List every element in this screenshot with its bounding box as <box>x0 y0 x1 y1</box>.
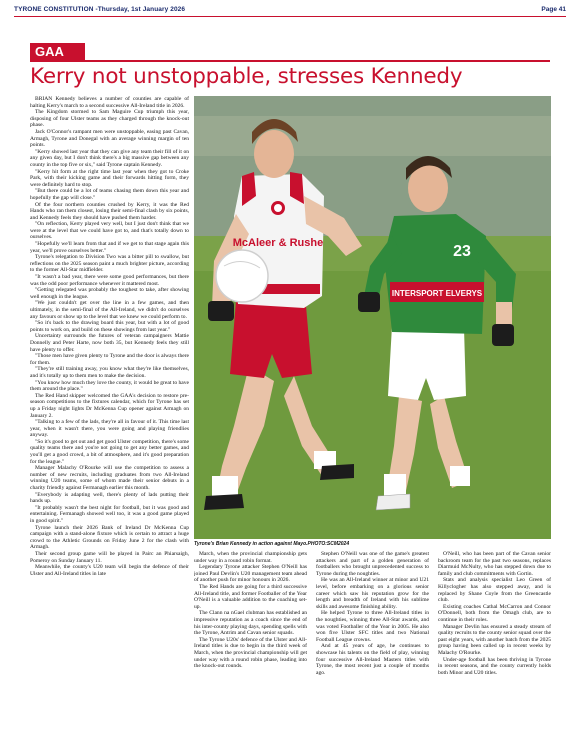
article-column-bottom-2 <box>316 551 429 727</box>
paragraph: Tyrone's relegation to Division Two was a bitter pill to swallow, but reflections on the 2025 season paint a much brighter picture, according to the former All-Star midfielder. <box>30 254 189 274</box>
paragraph: Jack O'Connor's rampant men were unstoppable, easing past Cavan, Armagh, Tyrone and Donegal with an average winning margin of ten points. <box>30 128 189 149</box>
article-photo <box>194 96 551 539</box>
paragraph: "Getting relegated was probably the toughest to take, after showing well enough in the league. <box>30 287 189 300</box>
article-column-bottom-1 <box>194 551 307 727</box>
paragraph: "Kerry showed last year that they can give any team their fill of it on any given day, but I don't think there's a big massive gap between any county in the top five or six," said Tyrone captain Kennedy. <box>30 148 189 168</box>
mayo-jersey-number: 23 <box>453 243 471 260</box>
paragraph: "It wasn't a bad year, there were some good performances, but there was the odd poor performance whenever it mattered most. <box>30 274 189 287</box>
paragraph: "But there could be a lot of teams chasing them down this year and hopefully the gap will close." <box>30 188 189 201</box>
football <box>216 250 268 302</box>
paragraph: "So it's back to the drawing board this year, but with a lot of good points to work on, and build on these showings from last year." <box>30 320 189 333</box>
masthead <box>14 2 566 17</box>
paragraph: "They're still training away, you know what they're like themselves, and it's totally up to them men to make the decision. <box>30 366 189 379</box>
paragraph: The Kingdom stormed to Sam Maguire Cup triumph this year, disposing of four Ulster teams as they charged through the knock-out phase. <box>30 109 189 129</box>
tyrone-sponsor: McAleer & Rushe <box>232 237 324 249</box>
paragraph: "Kerry hit form at the right time last year when they got to Croke Park, with their kicking game and their forwards hitting form, they were definitely hard to stop. <box>30 168 189 188</box>
paragraph: Stats and analysis specialist Leo Green of Killyclogher has also stepped away, and is replaced by Shane Coyle from the Greencastle club. <box>438 577 551 604</box>
article-column-bottom-3 <box>438 551 551 727</box>
paragraph: Of the four northern counties crushed by Kerry, it was the Red Hands who ran them closest, losing their semi-final clash by six points, and Kennedy feels they should have pushed them harder. <box>30 201 189 221</box>
publication-line: TYRONE CONSTITUTION -Thursday, 1st January 2026 <box>14 5 186 13</box>
photo-caption: Tyrone's Brian Kennedy in action against Mayo.PHOTO:SCM2024 <box>194 541 350 547</box>
article-columns-bottom <box>194 551 551 727</box>
paragraph: Existing coaches Cathal McCarron and Connor O'Donnell, both from the Omagh club, are to continue in their roles. <box>438 603 551 623</box>
match-photo-illustration <box>194 96 551 539</box>
page-number: Page 41 <box>541 5 566 13</box>
paragraph: Stephen O'Neill was one of the game's greatest attackers and part of a golden generation of footballers who brought unprecedented success to Tyrone during the noughties. <box>316 551 429 577</box>
paragraph: Manager Malachy O'Rourke will use the competition to assess a number of new recruits, including graduates from two All-Ireland winning U20 teams, some of whom made their senior debuts in a charity friendly against Fermanagh earlier this month. <box>30 465 189 492</box>
paragraph: He was an All-Ireland winner at minor and U21 level, before embarking on a glorious senior career which saw his reputation grow for the length and breadth of Ireland with his sublime skills and awesome finishing ability. <box>316 577 429 610</box>
paragraph: The Red Hand skipper welcomed the GAA's decision to restore pre-season competitions to the fixtures calendar, which for Tyrone has set up a Friday night lights Dr McKenna Cup opener against Armagh on January 2. <box>30 392 189 419</box>
paragraph: Legendary Tyrone attacker Stephen O'Neill has joined Paul Devlin's U20 management team ahead of another push for minor honours in 2026. <box>194 564 307 584</box>
mayo-sponsor: INTERSPORT ELVERYS <box>391 289 483 298</box>
paragraph: BRIAN Kennedy believes a number of counties are capable of halting Kerry's march to a second successive All-Ireland title in 2026. <box>30 96 189 109</box>
paragraph: "It probably wasn't the best night for football, but it was good and entertaining. Fermanagh showed well too, it was a good game played in good spirit." <box>30 504 189 524</box>
paragraph: Manager Devlin has ensured a steady stream of quality recruits to the county senior squad over the past eight years, with another batch from the 2025 group having been called up in recent weeks by Malachy O'Rourke. <box>438 623 551 656</box>
paragraph: The Red Hands are going for a third successive All-Ireland title, and former Footballer of the Year O'Neill is a valuable addition to the coaching set-up. <box>194 583 307 610</box>
paragraph: Under-age football has been thriving in Tyrone in recent seasons, and the county currently holds both Minor and U20 titles. <box>438 656 551 676</box>
paragraph: O'Neill, who has been part of the Cavan senior backroom team for the past two seasons, replaces Diarmuid McNulty, who has stepped down due to family and club commitments with Gortin. <box>438 551 551 577</box>
paragraph: "Hopefully we'll learn from that and if we get to that stage again this year, we'll prove ourselves better." <box>30 241 189 254</box>
paragraph: "On reflection, Kerry played very well, but I just don't think that we were at the level that we could have got to, and that's totally down to ourselves. <box>30 221 189 241</box>
paragraph: He helped Tyrone to three All-Ireland titles in the noughties, winning three All-Star awards, and was voted Footballer of the Year in 2005. He also won five Ulster SFC titles and two National Football League crowns. <box>316 610 429 643</box>
paragraph: "Those men have given plenty to Tyrone and the door is always there for them. <box>30 353 189 366</box>
paragraph: "Talking to a few of the lads, they're all in favour of it. This time last year, when it wasn't there, you were going and playing friendlies anyway. <box>30 419 189 439</box>
paragraph: March, when the provincial championship gets under way in a round robin format. <box>194 551 307 564</box>
article-column-left <box>30 96 189 727</box>
paragraph: The Clann na nGael clubman has established an impressive reputation as a coach since the end of his inter-county playing days, spending spells with the Tyrone, Antrim and Cavan senior squads. <box>194 610 307 637</box>
paragraph: "We just couldn't get over the line in a few games, and then ultimately, in the semi-final of the All-Ireland, we didn't do ourselves any favours or show up to the level that we knew we could perform to. <box>30 300 189 320</box>
paragraph: Meanwhile, the county's U20 team will begin the defence of their Ulster and All-Ireland titles in late <box>30 564 189 577</box>
paragraph: Tyrone launch their 2026 Bank of Ireland Dr McKenna Cup campaign with a stand-alone fixture which is certain to attract a huge crowd to the Athletic Grounds on Friday June 2 for the clash with Armagh. <box>30 524 189 551</box>
paragraph: Uncertainty surrounds the futures of veteran campaigners Mattie Donnelly and Peter Harte, now both 35, but Kennedy feels they still have plenty to offer. <box>30 333 189 353</box>
paragraph: The Tyrone U20s' defence of the Ulster and All-Ireland titles is due to begin in the third week of March, when the provincial championship will get under way with a round robin phase, leading into the knock-out rounds. <box>194 636 307 670</box>
paragraph: "Everybody is adapting well, there's plenty of lads putting their hands up. <box>30 491 189 505</box>
paragraph: "You know how much they love the county, it would be great to have them around the place." <box>30 379 189 393</box>
paragraph: "So it's good to get out and get good Ulster competition, there's some quality teams there and you're not going to get any better games, and you'll get a good crowd, a bit of atmosphere, and it's good preparation for the league." <box>30 438 189 465</box>
section-tag: GAA <box>30 43 85 60</box>
paragraph: And at 45 years of age, he continues to showcase his talents on the field of play, winning four successive All-Ireland Masters titles with Tyrone, the most recent just a couple of months ago. <box>316 643 429 676</box>
paragraph: Their second group game will be played in Pairc an Phiarsaigh, Pomeroy on Sunday January 11. <box>30 550 189 564</box>
headline: Kerry not unstoppable, stresses Kennedy <box>30 64 463 89</box>
